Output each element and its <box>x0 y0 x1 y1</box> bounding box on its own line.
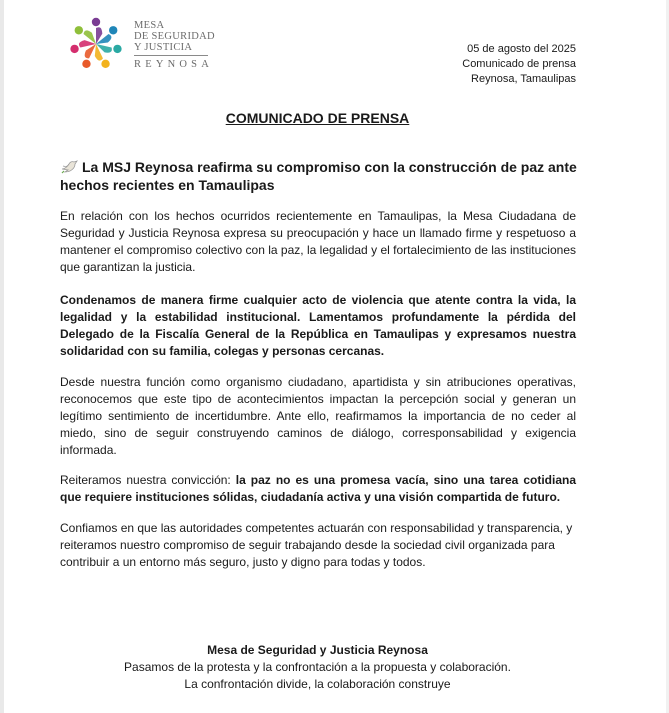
logo-figure-head <box>82 60 90 68</box>
dove-icon <box>60 160 78 174</box>
document-date: 05 de agosto del 2025 <box>467 43 576 55</box>
paragraph-4-plain: Reiteramos nuestra convicción: <box>60 473 236 487</box>
page-title: COMUNICADO DE PRENSA <box>225 110 410 126</box>
organization-logo-text <box>134 20 215 70</box>
logo-figure-head <box>75 26 83 34</box>
document-meta <box>462 42 576 87</box>
organization-logo-icon <box>66 14 126 74</box>
headline <box>60 158 580 194</box>
logo-figure-head <box>101 60 109 68</box>
document-type: Comunicado de prensa <box>462 58 576 70</box>
document-place: Reynosa, Tamaulipas <box>471 73 576 85</box>
logo-figure-head <box>70 45 78 53</box>
footer-organization: Mesa de Seguridad y Justicia Reynosa <box>207 643 428 657</box>
logo-figure-head <box>113 45 121 53</box>
logo-line-2: DE SEGURIDAD <box>134 31 215 42</box>
logo-divider <box>134 55 208 56</box>
document-footer <box>0 642 635 693</box>
page-edge-left <box>0 0 4 713</box>
paragraph-5: Confiamos en que las autoridades competentes actuarán con responsabilidad y transparencia, y reiteramos nuestro compromiso de seguir trabajando desde la sociedad civil organizada para contribuir a un entorno más seguro, justo y digno para todas y todos. <box>60 521 573 569</box>
logo-line-3: Y JUSTICIA <box>134 42 193 53</box>
logo-city: REYNOSA <box>134 59 213 70</box>
paragraph-4-bold: la paz no es una promesa vacía, sino una tarea cotidiana que requiere instituciones sólidas, ciudadanía activa y una visión compartida de futuro. <box>60 473 576 504</box>
paragraph-3: Desde nuestra función como organismo ciudadano, apartidista y sin atribuciones operativas, reconocemos que este tipo de acontecimientos impactan la percepción social y generan un legítimo sentimiento de incertidumbre. Ante ello, reafirmamos la importancia de no ceder al miedo, sino de seguir construyendo caminos de diálogo, corresponsabilidad y exigencia informada. <box>60 375 576 457</box>
logo-line-1: MESA <box>134 20 165 31</box>
logo-figure-head <box>109 26 117 34</box>
paragraph-4 <box>60 472 576 506</box>
footer-motto-2: La confrontación divide, la colaboración construye <box>184 677 451 691</box>
footer-motto-1: Pasamos de la protesta y la confrontación a la propuesta y colaboración. <box>124 660 511 674</box>
paragraph-2: Condenamos de manera firme cualquier acto de violencia que atente contra la vida, la legalidad y la estabilidad institucional. Lamentamos profundamente la pérdida del Delegado de la Fiscalía General de la República en Tamaulipas y expresamos nuestra solidaridad con su familia, colegas y personas cercanas. <box>60 293 576 358</box>
headline-text: La MSJ Reynosa reafirma su compromiso con la construcción de paz ante hechos recientes en Tamaulipas <box>60 159 577 193</box>
paragraph-1: En relación con los hechos ocurridos recientemente en Tamaulipas, la Mesa Ciudadana de Seguridad y Justicia Reynosa expresa su preocupación y hace un llamado firme y respetuoso a mantener el compromiso colectivo con la paz, la legalidad y el fortalecimiento de las instituciones que garantizan la justicia. <box>60 209 576 274</box>
logo-figure-head <box>92 18 100 26</box>
